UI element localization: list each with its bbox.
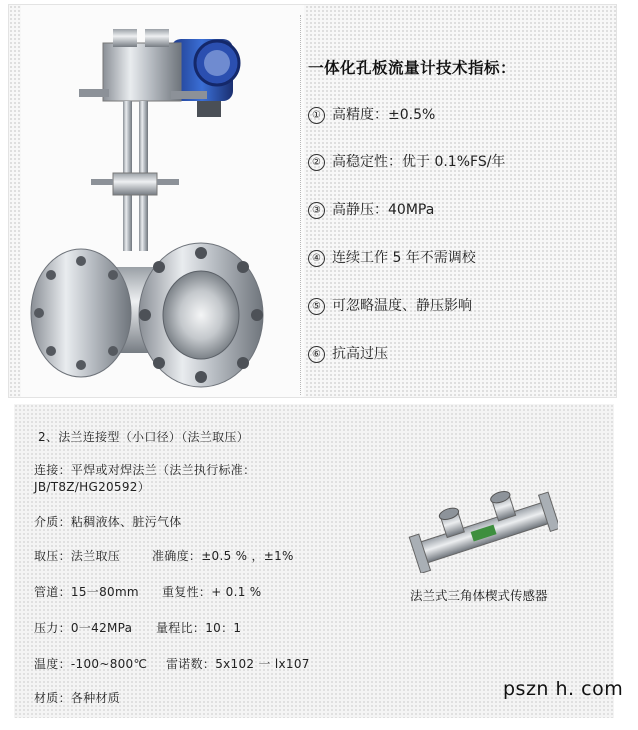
connection-line-2: JB/T8Z/HG20592）: [34, 480, 151, 494]
material-line: 材质：各种材质: [34, 691, 121, 705]
sensor-caption: 法兰式三角体楔式传感器: [410, 588, 548, 603]
flowmeter-photo: [21, 5, 304, 397]
circle-number: ①: [308, 107, 325, 124]
spec-item-text: 可忽略温度、静压影响: [332, 298, 472, 314]
connection-line-1: 连接：平焊或对焊法兰（法兰执行标准：: [34, 463, 256, 477]
reynolds-line: 雷诺数：5x102 一 lx107: [166, 657, 310, 671]
spec-item-text: 高稳定性：优于 0.1%FS/年: [332, 154, 506, 170]
wedge-sensor-image: [408, 478, 558, 573]
watermark: pszn h. com: [503, 678, 624, 700]
spec-item-overpressure: [308, 343, 388, 363]
orifice-flowmeter-image: [21, 5, 304, 397]
circle-number: ④: [308, 250, 325, 267]
spec-item-negligible-effects: [308, 295, 472, 315]
circle-number: ②: [308, 154, 325, 171]
pressure-line: 压力：0一42MPa: [34, 621, 133, 635]
tap-line: 取压：法兰取压: [34, 549, 121, 563]
spec-item-static-pressure: [308, 199, 434, 219]
circle-number: ⑤: [308, 298, 325, 315]
spec-item-text: 高精度：±0.5%: [332, 107, 436, 123]
spec-item-stability: [308, 151, 505, 171]
temperature-line: 温度：-100~800℃: [34, 657, 148, 671]
spec-item-text: 抗高过压: [332, 346, 388, 362]
circle-number: ③: [308, 202, 325, 219]
circle-number: ⑥: [308, 346, 325, 363]
spec-item-continuous-work: [308, 247, 476, 267]
spec-title: 一体化孔板流量计技术指标：: [308, 59, 517, 77]
wedge-sensor-drawing: [408, 478, 558, 573]
accuracy-line: 准确度：±0.5 % ，±1%: [152, 549, 294, 563]
divider: [300, 15, 301, 395]
spec-item-text: 连续工作 5 年不需调校: [332, 250, 476, 266]
spec-item-accuracy: [308, 104, 435, 124]
medium-line: 介质：粘稠液体、脏污气体: [34, 515, 182, 529]
section-heading: 2、法兰连接型（小口径）（法兰取压）: [38, 430, 250, 444]
range-ratio-line: 量程比：10：1: [156, 621, 242, 635]
spec-item-text: 高静压：40MPa: [332, 202, 435, 218]
repeatability-line: 重复性：+ 0.1 %: [162, 585, 262, 599]
pipe-line: 管道：15一80mm: [34, 585, 139, 599]
